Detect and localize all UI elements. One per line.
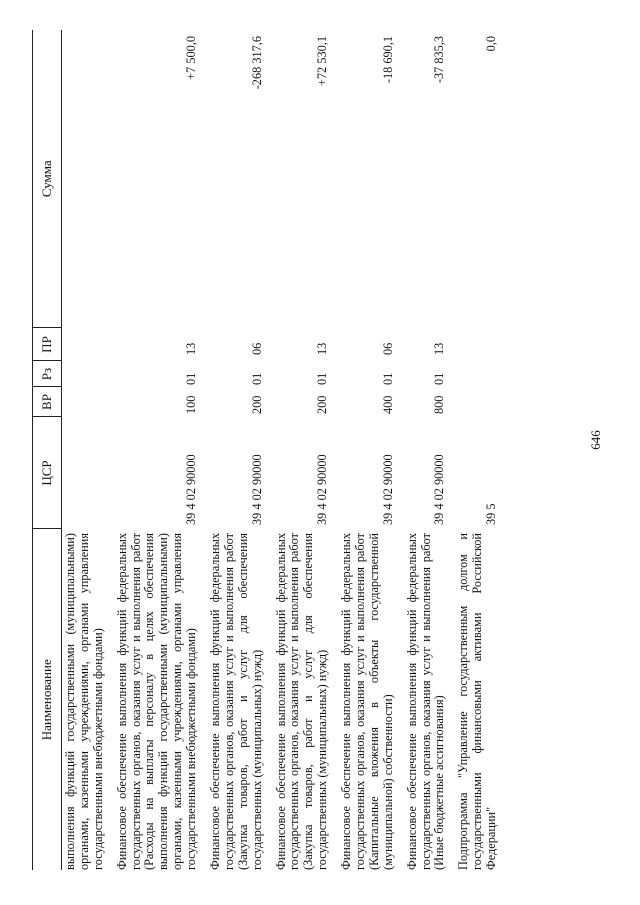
table-row bbox=[398, 30, 450, 870]
row-pr: 13 bbox=[432, 342, 447, 355]
table-row bbox=[201, 30, 267, 870]
row-pr: 06 bbox=[249, 342, 264, 355]
table-header-row bbox=[33, 30, 62, 870]
table-row bbox=[108, 30, 201, 870]
row-pr: 13 bbox=[184, 342, 199, 355]
row-vr: 800 bbox=[432, 395, 447, 414]
row-sum: +7 500,0 bbox=[184, 36, 199, 80]
row-csr: 39 4 02 90000 bbox=[184, 454, 199, 525]
row-pr: 06 bbox=[380, 342, 395, 355]
row-csr: 39 4 02 90000 bbox=[432, 454, 447, 525]
row-rz: 01 bbox=[249, 372, 264, 385]
page-number: 646 bbox=[588, 430, 603, 450]
row-name: Финансовое обеспечение выполнения функций федеральных государственных органов, оказания услуг и выполнения работ (Закупка товаров, работ и услуг для обеспечения государственных (муниципальных) нужд) bbox=[208, 533, 264, 870]
row-rz: 01 bbox=[380, 372, 395, 385]
header-rz: Рз bbox=[33, 361, 62, 387]
row-rz: 01 bbox=[315, 372, 330, 385]
header-vr: ВР bbox=[33, 387, 62, 417]
row-vr: 100 bbox=[184, 395, 199, 414]
row-rz: 01 bbox=[184, 372, 199, 385]
table-row bbox=[62, 30, 108, 870]
row-csr: 39 4 02 90000 bbox=[249, 454, 264, 525]
header-name: Наименование bbox=[33, 529, 62, 870]
row-vr: 200 bbox=[249, 395, 264, 414]
row-name: Финансовое обеспечение выполнения функций федеральных государственных органов, оказания услуг и выполнения работ (Закупка товаров, работ и услуг для обеспечения государственных (муниципальных) нужд) bbox=[273, 533, 330, 870]
row-csr bbox=[62, 417, 108, 529]
row-vr: 200 bbox=[315, 395, 330, 414]
row-rz bbox=[449, 361, 501, 387]
row-sum: 0,0 bbox=[484, 36, 499, 52]
header-pr: ПР bbox=[33, 328, 62, 361]
row-vr: 400 bbox=[380, 395, 395, 414]
row-sum: +72 530,1 bbox=[315, 36, 330, 86]
table-row bbox=[332, 30, 398, 870]
header-sum: Сумма bbox=[33, 30, 62, 328]
table-row bbox=[267, 30, 333, 870]
budget-table-container bbox=[32, 30, 587, 870]
row-name: Финансовое обеспечение выполнения функций федеральных государственных органов, оказания услуг и выполнения работ (Расходы на выплаты персоналу в целях обеспечения выполнения функций государственными (муниципальными) органами, казенными учреждениями, органами управления государственными внебюджетными фондами) bbox=[114, 533, 199, 870]
row-csr: 39 4 02 90000 bbox=[380, 454, 395, 525]
row-csr: 39 5 bbox=[484, 503, 499, 525]
row-pr bbox=[62, 328, 108, 361]
row-rz: 01 bbox=[432, 372, 447, 385]
table-row bbox=[449, 30, 501, 870]
row-pr bbox=[449, 328, 501, 361]
budget-table bbox=[32, 30, 501, 870]
row-name: Финансовое обеспечение выполнения функций федеральных государственных органов, оказания услуг и выполнения работ (Капитальные вложения в объекты государственной (муниципальной) собственности) bbox=[339, 533, 395, 870]
row-name: Финансовое обеспечение выполнения функций федеральных государственных органов, оказания услуг и выполнения работ (Иные бюджетные ассигнования) bbox=[404, 533, 447, 870]
budget-table-rotated bbox=[32, 30, 587, 870]
row-sum bbox=[62, 30, 108, 328]
row-rz bbox=[62, 361, 108, 387]
row-sum: -268 317,6 bbox=[249, 36, 264, 90]
row-sum: -37 835,3 bbox=[432, 36, 447, 84]
row-name: Подпрограмма "Управление государственным долгом и государственными финансовыми активами Российской Федерации" bbox=[456, 533, 499, 870]
row-sum: -18 690,1 bbox=[380, 36, 395, 84]
row-csr: 39 4 02 90000 bbox=[315, 454, 330, 525]
header-csr: ЦСР bbox=[33, 417, 62, 529]
row-vr bbox=[449, 387, 501, 417]
row-pr: 13 bbox=[315, 342, 330, 355]
row-vr bbox=[62, 387, 108, 417]
row-name: выполнения функций государственными (муниципальными) органами, казенными учреждениями, органами управления государственными внебюджетными фондами) bbox=[63, 533, 105, 870]
